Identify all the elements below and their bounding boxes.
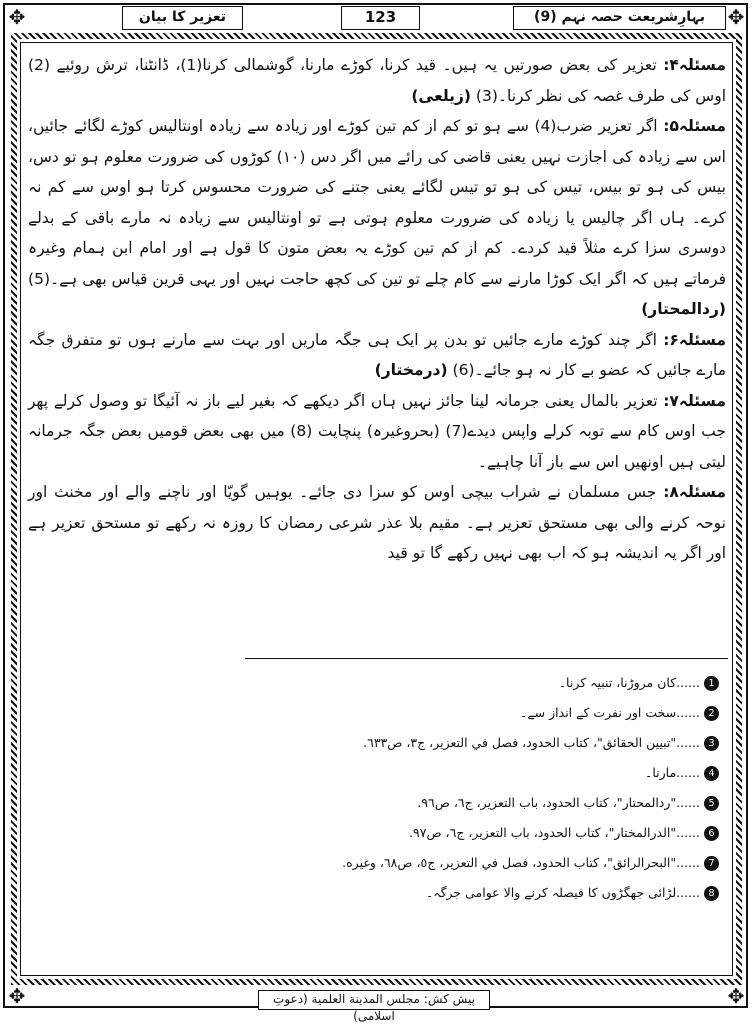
footnote (199, 698, 719, 728)
footnote (199, 758, 719, 788)
header-section-title: تعزیر کا بیان (122, 6, 243, 30)
masala-paragraph (28, 111, 726, 325)
masala-text: اگر تعزیر ضرب(4) سے ہو تو کم از کم تین کوڑے اور زیادہ سے زیادہ اونتالیس کوڑے لگائے جائیں، اس سے زیادہ کی اجازت نہیں یعنی قاضی کی رائے میں اگر دس (۱۰) کوڑوں کی ضرورت معلوم ہو تو دس، بیس کی ہو تو بیس، تیس کی ہو تو تیس لگائے یعنی جتنے کی ضرورت محسوس کرتا ہو اوس سے کم نہ کرے۔ ہاں اگر چالیس یا زیادہ کی ضرورت معلوم ہوتی ہے تو اونتالیس سے زیادہ نہ مارے باقی کے بدلے دوسری سزا کرے مثلاً قید کردے۔ کم از کم تین کوڑے یہ بعض متون کا قول ہے اور امام ابن ہمام وغیرہ فرماتے ہیں کہ اگر ایک کوڑا مارنے سے کام چلے تو تین کی کچھ حاجت نہیں اور یہی قرین قیاس بھی ہے۔(5) (28, 117, 726, 288)
footnote-number: 7 (704, 856, 719, 871)
footnote (199, 788, 719, 818)
masala-paragraph (28, 50, 726, 111)
corner-ornament-icon: ✥ (8, 5, 26, 29)
footnote-text: ......سخت اور نفرت کے انداز سے۔ (520, 705, 700, 720)
footnote-number: 5 (704, 796, 719, 811)
footnote-text: ......کان مروڑنا، تنبیہ کرنا۔ (558, 675, 700, 690)
masala-text: جس مسلمان نے شراب بیچی اوس کو سزا دی جائے۔ یوہیں گویّا اور ناچنے والے اور مخنث اور نوحہ کرنے والی بھی مستحق تعزیر ہے۔ مقیم بلا عذر شرعی رمضان کا روزہ نہ رکھے تو مستحق تعزیر ہے اور اگر یہ اندیشہ ہو کہ اب بھی نہیں رکھے گا تو قید (28, 483, 726, 562)
masala-reference: (درمختار) (374, 361, 448, 379)
corner-ornament-icon: ✥ (727, 984, 745, 1008)
masala-paragraph (28, 386, 726, 478)
footnote (199, 668, 719, 698)
footnote-text: ......لڑائی جھگڑوں کا فیصلہ کرنے والا عوامی جرگہ۔ (425, 885, 700, 900)
masala-label: مسئلہ۵: (663, 117, 727, 135)
corner-ornament-icon: ✥ (8, 984, 26, 1008)
footnote-text: ......مارنا۔ (645, 765, 700, 780)
masala-paragraph (28, 325, 726, 386)
footnote-divider (245, 658, 728, 659)
footnote (199, 848, 719, 878)
masala-text: تعزیر بالمال یعنی جرمانہ لینا جائز نہیں ہاں اگر دیکھے کہ بغیر لیے باز نہ آئیگا تو وصول کرلے پھر جب اوس کام سے توبہ کرلے واپس دیدے(7) (بحروغیرہ) پنچایت (8) میں بھی بعض قومیں بعض جگہ جرمانہ لیتی ہیں اونھیں اس سے باز آنا چاہیے۔ (28, 391, 727, 471)
footnote-number: 3 (704, 736, 719, 751)
main-content (28, 50, 726, 569)
footnote-text: ......"الدرالمختار"، كتاب الحدود، باب التعزير، ج٦، ص٩٧. (409, 825, 700, 840)
publisher-footer: پیش کش: مجلس المدينة العلمية (دعوتِ اسلامی) (258, 990, 490, 1010)
masala-label: مسئلہ۴: (663, 56, 726, 74)
footnote-number: 4 (704, 766, 719, 781)
footnote-text: ......"البحرالرائق"، كتاب الحدود، فصل في التعزير، ج٥، ص٦٨، وغيره. (342, 855, 700, 870)
masala-text: اگر چند کوڑے مارے جائیں تو بدن پر ایک ہی جگہ ماریں اور بہت سے مارنے ہوں تو متفرق جگہ مارے جائیں کہ عضو بے کار نہ ہو جائے۔(6) (28, 330, 726, 379)
footnote-list (199, 668, 719, 908)
footnote-number: 8 (704, 886, 719, 901)
footnote (199, 728, 719, 758)
footnote-number: 6 (704, 826, 719, 841)
masala-paragraph (28, 477, 726, 569)
masala-reference: (زیلعی) (411, 86, 471, 105)
masala-text: تعزیر کی بعض صورتیں یہ ہیں۔ قید کرنا، کوڑے مارنا، گوشمالی کرنا(1)، ڈانٹنا، ترش روئیے (2) اوس کی طرف غصہ کی نظر کرنا۔(3) (28, 56, 726, 105)
footnote-text: ......"تبیين الحقائق"، كتاب الحدود، فصل في التعزير، ج٣، ص٦٣٣. (363, 735, 700, 750)
corner-ornament-icon: ✥ (727, 5, 745, 29)
footnote-number: 1 (704, 676, 719, 691)
masala-reference: (ردالمحتار) (641, 300, 726, 318)
footnote (199, 878, 719, 908)
masala-label: مسئلہ۸: (663, 483, 726, 501)
footnote-text: ......"ردالمحتار"، كتاب الحدود، باب التعزير، ج٦، ص٩٦. (417, 795, 700, 810)
masala-label: مسئلہ۶: (663, 330, 726, 349)
footnote-number: 2 (704, 706, 719, 721)
page-number: 123 (341, 6, 420, 30)
header-book-title: بہارِشریعت حصہ نہم (9) (513, 6, 726, 30)
masala-label: مسئلہ۷: (663, 391, 726, 410)
footnote (199, 818, 719, 848)
